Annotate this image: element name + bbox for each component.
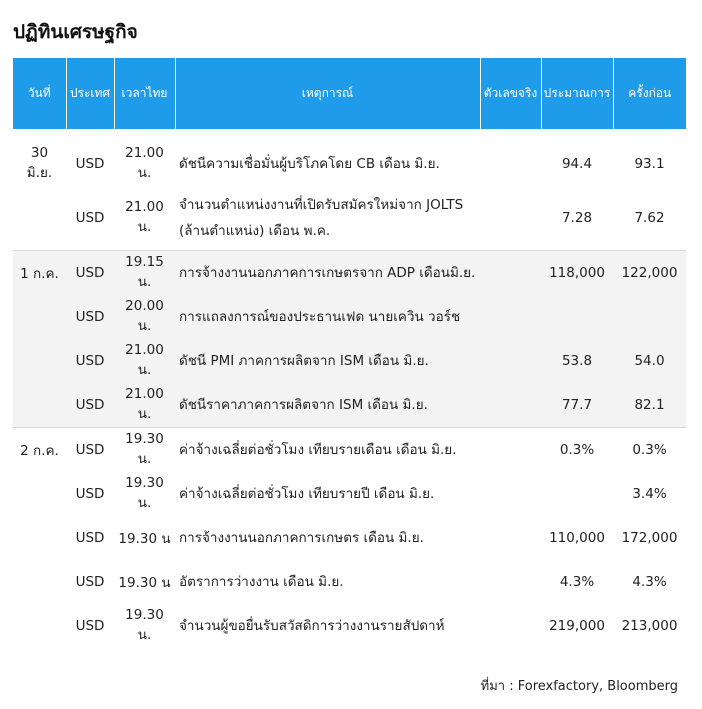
cell-country: USD bbox=[75, 210, 105, 226]
cell-actual bbox=[480, 142, 541, 186]
source-note: ที่มา : Forexfactory, Bloomberg bbox=[480, 679, 678, 694]
table-row bbox=[13, 516, 686, 560]
cell-forecast: 0.3% bbox=[541, 428, 613, 473]
cell-country: USD bbox=[75, 530, 105, 546]
table-header-row bbox=[13, 58, 686, 129]
cell-date bbox=[13, 383, 66, 428]
cell-actual bbox=[480, 516, 541, 560]
cell-actual bbox=[480, 186, 541, 251]
cell-country: USD bbox=[75, 486, 105, 502]
cell-previous: 82.1 bbox=[613, 383, 686, 428]
cell-actual bbox=[480, 295, 541, 339]
cell-event: การจ้างงานนอกภาคการเกษตร เดือน มิ.ย. bbox=[179, 530, 424, 546]
cell-date: 1 ก.ค. bbox=[13, 251, 66, 296]
cell-event: จำนวนตำแหน่งงานที่เปิดรับสมัครใหม่จาก JOLTS (ล้านตำแหน่ง) เดือน พ.ค. bbox=[179, 197, 464, 239]
economic-calendar-table bbox=[13, 58, 686, 648]
page-title: ปฏิทินเศรษฐกิจ bbox=[13, 21, 138, 43]
cell-time: 20.00 น. bbox=[114, 295, 175, 339]
cell-forecast: 110,000 bbox=[549, 530, 605, 546]
table-row bbox=[13, 186, 686, 251]
cell-country: USD bbox=[66, 295, 114, 339]
cell-forecast: 53.8 bbox=[541, 339, 613, 383]
cell-previous: 213,000 bbox=[621, 618, 678, 634]
cell-event: ค่าจ้างเฉลี่ยต่อชั่วโมง เทียบรายเดือน เดือน มิ.ย. bbox=[175, 428, 480, 473]
header-time: เวลาไทย bbox=[114, 58, 175, 129]
cell-forecast: 118,000 bbox=[541, 251, 613, 296]
cell-country: USD bbox=[75, 574, 105, 590]
cell-date: 2 ก.ค. bbox=[13, 428, 66, 473]
cell-previous: 0.3% bbox=[613, 428, 686, 473]
cell-event: อัตราการว่างงาน เดือน มิ.ย. bbox=[179, 574, 344, 590]
cell-previous bbox=[613, 295, 686, 339]
cell-actual bbox=[480, 604, 541, 648]
cell-date bbox=[13, 339, 66, 383]
table-row bbox=[13, 383, 686, 428]
cell-time: 21.00 น. bbox=[114, 383, 175, 428]
table-row bbox=[13, 560, 686, 604]
cell-forecast: 77.7 bbox=[541, 383, 613, 428]
cell-previous: 54.0 bbox=[613, 339, 686, 383]
cell-country: USD bbox=[66, 428, 114, 473]
table-row bbox=[13, 604, 686, 648]
cell-actual bbox=[480, 251, 541, 296]
cell-forecast bbox=[541, 472, 613, 516]
cell-actual bbox=[480, 560, 541, 604]
cell-country: USD bbox=[66, 339, 114, 383]
cell-previous: 3.4% bbox=[632, 486, 667, 502]
cell-country: USD bbox=[66, 251, 114, 296]
cell-event: ดัชนีราคาภาคการผลิตจาก ISM เดือน มิ.ย. bbox=[175, 383, 480, 428]
cell-time: 21.00 น. bbox=[125, 199, 164, 235]
table-row bbox=[13, 142, 686, 186]
cell-time: 19.30 น bbox=[118, 575, 171, 591]
cell-actual bbox=[480, 428, 541, 473]
cell-forecast: 94.4 bbox=[561, 156, 593, 172]
header-forecast: ประมาณการ bbox=[541, 58, 613, 129]
header-event: เหตุการณ์ bbox=[175, 58, 480, 129]
table-row bbox=[13, 295, 686, 339]
cell-actual bbox=[480, 472, 541, 516]
header-actual: ตัวเลขจริง bbox=[480, 58, 541, 129]
cell-date: 30 มิ.ย. bbox=[26, 145, 53, 181]
table-row bbox=[13, 251, 686, 296]
cell-event: การจ้างงานนอกภาคการเกษตรจาก ADP เดือนมิ.ย. bbox=[175, 251, 480, 296]
cell-forecast bbox=[541, 295, 613, 339]
cell-date bbox=[13, 295, 66, 339]
cell-time: 21.00 น. bbox=[125, 145, 164, 181]
cell-date bbox=[13, 560, 66, 604]
cell-previous: 122,000 bbox=[613, 251, 686, 296]
cell-date bbox=[13, 472, 66, 516]
cell-time: 21.00 น. bbox=[114, 339, 175, 383]
cell-event: ดัชนี PMI ภาคการผลิตจาก ISM เดือน มิ.ย. bbox=[175, 339, 480, 383]
header-country: ประเทศ bbox=[66, 58, 114, 129]
header-date: วันที่ bbox=[13, 58, 66, 129]
table-row bbox=[13, 428, 686, 473]
header-previous: ครั้งก่อน bbox=[613, 58, 686, 129]
cell-previous: 7.62 bbox=[634, 210, 665, 226]
cell-time: 19.30 น. bbox=[125, 607, 164, 643]
cell-time: 19.15 น. bbox=[114, 251, 175, 296]
cell-event: การแถลงการณ์ของประธานเฟด นายเควิน วอร์ช bbox=[175, 295, 480, 339]
cell-forecast: 219,000 bbox=[549, 618, 605, 634]
cell-previous: 93.1 bbox=[634, 156, 665, 172]
cell-date bbox=[13, 604, 66, 648]
cell-previous: 4.3% bbox=[632, 574, 667, 590]
cell-event: ค่าจ้างเฉลี่ยต่อชั่วโมง เทียบรายปี เดือน มิ.ย. bbox=[179, 486, 435, 502]
cell-forecast: 4.3% bbox=[559, 574, 595, 590]
cell-event: จำนวนผู้ขอยื่นรับสวัสดิการว่างงานรายสัปดาห์ bbox=[179, 618, 445, 634]
cell-time: 19.30 น. bbox=[125, 475, 164, 511]
cell-country: USD bbox=[75, 618, 105, 634]
cell-previous: 172,000 bbox=[621, 530, 678, 546]
table-row bbox=[13, 339, 686, 383]
cell-actual bbox=[480, 383, 541, 428]
cell-time: 19.30 น. bbox=[114, 428, 175, 473]
table-row bbox=[13, 472, 686, 516]
cell-actual bbox=[480, 339, 541, 383]
cell-country: USD bbox=[75, 156, 105, 172]
cell-date bbox=[13, 186, 66, 251]
cell-country: USD bbox=[66, 383, 114, 428]
cell-time: 19.30 น bbox=[118, 531, 171, 547]
cell-date bbox=[13, 516, 66, 560]
cell-forecast: 7.28 bbox=[561, 210, 593, 226]
cell-event: ดัชนีความเชื่อมั่นผู้บริโภคโดย CB เดือน มิ.ย. bbox=[179, 156, 440, 172]
